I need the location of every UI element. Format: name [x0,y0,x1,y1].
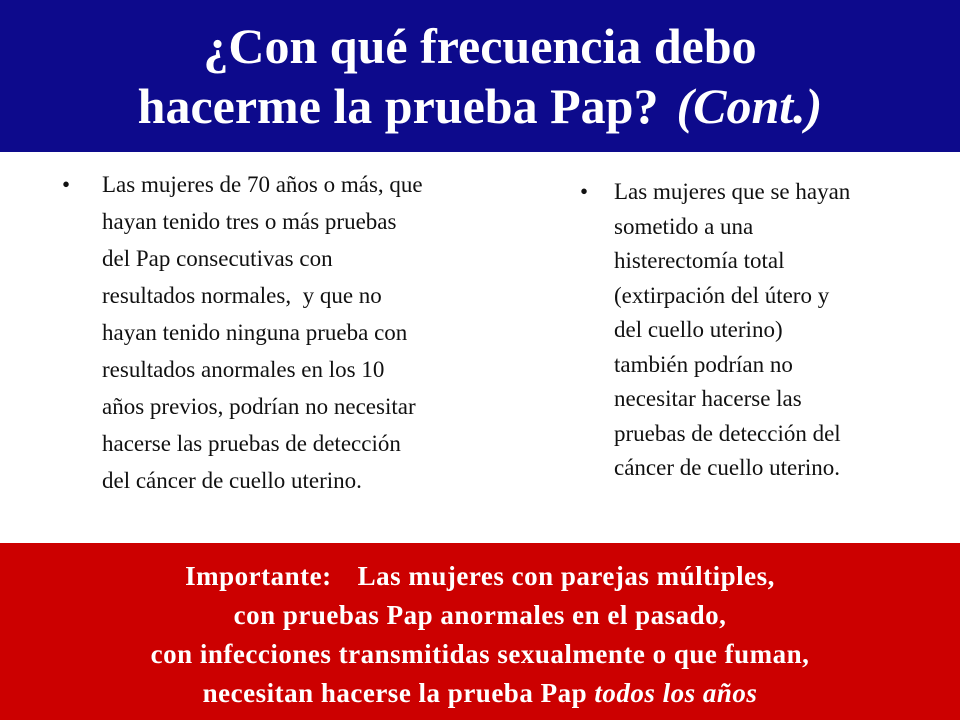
bullet-line: hacerse las pruebas de detección [102,431,401,456]
left-bullet-column [62,166,552,499]
important-text: necesitan hacerse la prueba Pap [202,678,588,708]
bullet-line: resultados normales, y que no [102,283,382,308]
important-label: Importante: [185,561,332,591]
title-banner [0,0,960,152]
important-banner [0,543,960,720]
bullet-line: Las mujeres de 70 años o más, que [102,172,423,197]
bullet-line: del cuello uterino) [614,317,783,342]
bullet-line: del cáncer de cuello uterino. [102,468,362,493]
bullet-marker: • [580,179,589,204]
bullet-line: hayan tenido ninguna prueba con [102,320,408,345]
slide-title-suffix: (Cont.) [676,78,823,134]
bullet-line: Las mujeres que se hayan [614,179,851,204]
bullet-text [614,175,850,486]
important-line-1 [0,557,960,596]
bullet-line: cáncer de cuello uterino. [614,455,841,480]
right-bullet-column [580,175,940,486]
bullet-line: del Pap consecutivas con [102,246,333,271]
slide-title-text: hacerme la prueba Pap? [137,78,659,134]
bullet-line: sometido a una [614,213,754,239]
bullet-marker: • [62,172,71,197]
bullet-line: hayan tenido tres o más pruebas [102,209,397,234]
bullet-line: (extirpación del útero y [614,282,830,308]
slide-title-line-1: ¿Con qué frecuencia debo [203,18,757,74]
bullet-line: años previos, podrían no necesitar [102,394,416,419]
important-line-2: con pruebas Pap anormales en el pasado, [233,600,727,630]
bullet-line: también podrían no [614,351,793,377]
slide-title-line-2 [138,76,823,136]
bullet-line: resultados anormales en los 10 [102,357,385,382]
important-text: Las mujeres con parejas múltiples, [357,561,775,591]
important-emphasis: todos los años [594,678,758,708]
important-line-3: con infecciones transmitidas sexualmente o que fuman, [150,639,810,669]
bullet-line: histerectomía total [614,248,785,273]
bullet-text [102,166,423,499]
bullet-line: pruebas de detección del [614,420,841,446]
bullet-item [62,166,552,499]
bullet-line: necesitar hacerse las [614,386,802,411]
bullet-item [580,175,940,486]
important-line-4 [0,674,960,713]
